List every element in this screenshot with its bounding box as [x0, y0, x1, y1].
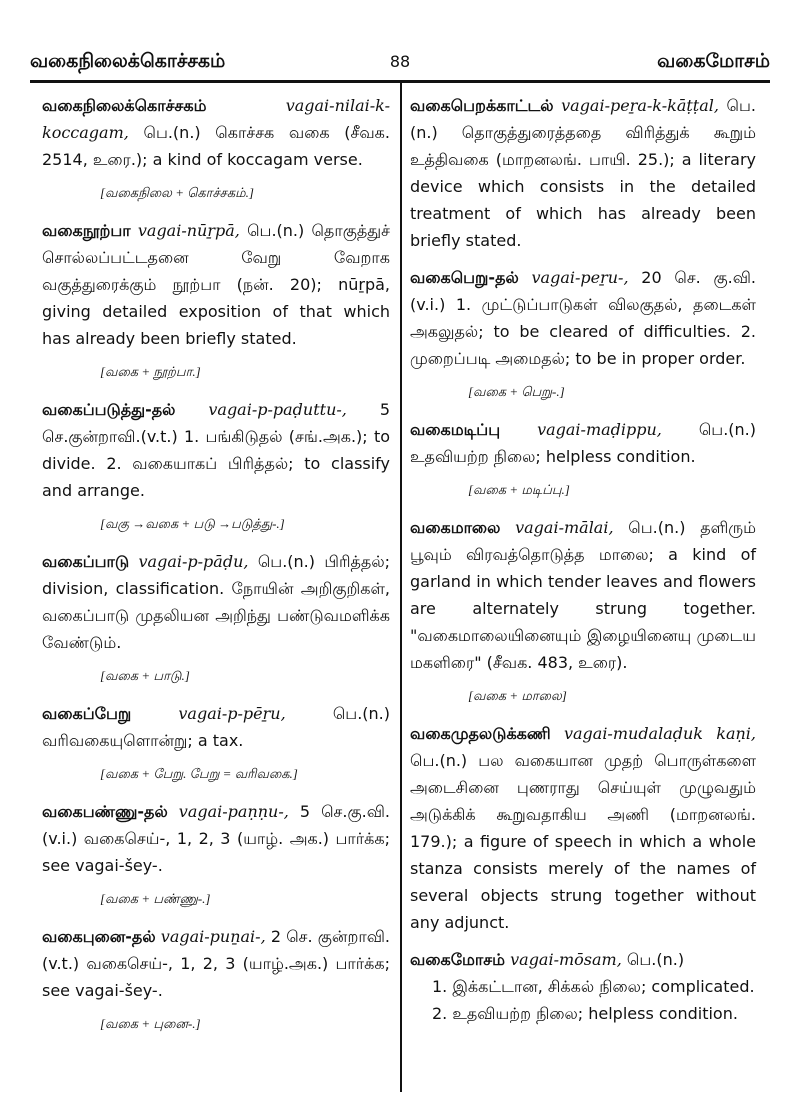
definition: பெ.(n.) தொகுத்துச் சொல்லப்பட்டதனை வேறு வேறாக வகுத்துரைக்கும் நூற்பா (நன். 20); nūṟpā, giving detailed exposition of that which has already been briefly stated.: [42, 221, 390, 348]
etymology: [வகை + பெறு-.]: [468, 384, 565, 399]
headword: வகைமடிப்பு: [410, 420, 501, 439]
transliteration: vagai-nilai-k-koccagam,: [42, 96, 390, 142]
definition: பெ.(n.): [626, 950, 685, 969]
definition: பெ.(n.) பல வகையான முதற் பொருள்களை அடைசினை புணராது செய்யுள் முழுவதும் அடுக்கிக் கூறுவதாகிய அணி (மாறனலங். 179.); a figure of speech in which a whole stanza consists merely of the names of several objects strung together without any adjunct.: [410, 751, 756, 932]
etymology: [வகை + பண்ணு-.]: [100, 891, 211, 906]
dictionary-entry: [42, 217, 390, 352]
definition: பெ.(n.) தொகுத்துரைத்ததை விரித்துக் கூறும் உத்திவகை (மாறனலங். பாயி. 25.); a literary device which consists in the detailed treatment of which has already been briefly stated.: [410, 96, 756, 250]
transliteration: vagai-mālai,: [515, 518, 614, 537]
transliteration: vagai-p-paḍuttu-,: [208, 400, 347, 419]
dictionary-entry: [42, 798, 390, 879]
dictionary-entry: [410, 264, 756, 372]
transliteration: vagai-peṟa-k-kāṭṭal,: [561, 96, 719, 115]
headword: வகைப்பாடு: [42, 552, 130, 571]
definition: 5 செ.கு.வி.(v.i.) வகைசெய்-, 1, 2, 3 (யாழ். அக.) பார்க்க; see vagai-šey-.: [42, 802, 390, 875]
definition: பெ.(n.) உதவியற்ற நிலை; helpless condition.: [410, 420, 756, 466]
column-divider: [400, 82, 402, 1092]
page-header: [30, 44, 770, 80]
transliteration: vagai-nūṟpā,: [137, 221, 240, 240]
etymology: [வகை + புனை-.]: [100, 1016, 201, 1031]
headword: வகைமாலை: [410, 518, 501, 537]
etymology: [வகை + மாலை]: [468, 688, 567, 703]
transliteration: vagai-mōsam,: [510, 950, 622, 969]
left-column: [42, 92, 390, 1048]
dictionary-entry: [42, 92, 390, 173]
meaning-2: 2. உதவியற்ற நிலை; helpless condition.: [432, 1004, 738, 1023]
dictionary-entry: [410, 514, 756, 676]
transliteration: vagai-p-pāḍu,: [138, 552, 249, 571]
dictionary-entry: [42, 548, 390, 656]
headword: வகைநிலைக்கொச்சகம்: [42, 96, 207, 115]
dictionary-entry: [42, 700, 390, 754]
definition: பெ.(n.) தளிரும் பூவும் விரவத்தொடுத்த மாலை; a kind of garland in which tender leaves and flowers are alternately strung together. "வகைமாலையினையும் இழையினையு முடைய மகளிரை" (சீவக. 483, உரை).: [410, 518, 757, 672]
dictionary-entry: [410, 720, 756, 936]
running-head-right: வகைமோசம்: [657, 50, 770, 72]
headword: வகைபுனை-தல்: [42, 927, 156, 946]
etymology: [வகை + நூற்பா.]: [100, 364, 201, 379]
transliteration: vagai-maḍippu,: [537, 420, 662, 439]
headword: வகைநூற்பா: [42, 221, 131, 240]
headword: வகைமுதலடுக்கணி: [410, 724, 551, 743]
dictionary-entry: [42, 923, 390, 1004]
dictionary-entry: [410, 416, 756, 470]
meaning-1: 1. இக்கட்டான, சிக்கல் நிலை; complicated.: [432, 977, 755, 996]
etymology: [வகை + மடிப்பு.]: [468, 482, 570, 497]
transliteration: vagai-paṇṇu-,: [178, 802, 289, 821]
definition: பெ.(n.) கொச்சக வகை (சீவக. 2514, உரை.); a kind of koccagam verse.: [42, 123, 390, 169]
headword: வகைபண்ணு-தல்: [42, 802, 168, 821]
transliteration: vagai-puṉai-,: [160, 927, 266, 946]
transliteration: vagai-p-pēṟu,: [178, 704, 286, 723]
transliteration: vagai-mudalaḍuk kaṇi,: [563, 724, 756, 743]
page-number: 88: [389, 52, 411, 71]
headword: வகைபெறக்காட்டல்: [410, 96, 554, 115]
headword: வகைபெறு-தல்: [410, 268, 519, 287]
headword: வகைப்பேறு: [42, 704, 132, 723]
definition: 20 செ. கு.வி.(v.i.) 1. முட்டுப்பாடுகள் விலகுதல், தடைகள் அகலுதல்; to be cleared of difficulties. 2. முறைப்படி அமைதல்; to be in proper order.: [410, 268, 756, 368]
etymology: [வகு →வகை + படு →படுத்து-.]: [100, 516, 285, 531]
definition: பெ.(n.) பிரித்தல்; division, classification. நோயின் அறிகுறிகள், வகைப்பாடு முதலியன அறிந்து பண்டுவமளிக்க வேண்டும்.: [42, 552, 390, 652]
etymology: [வகை + பேறு. பேறு = வரிவகை.]: [100, 766, 298, 781]
dictionary-entry: [410, 92, 756, 254]
right-column: [410, 92, 756, 1037]
running-head-left: வகைநிலைக்கொச்சகம்: [30, 50, 226, 72]
definition: பெ.(n.) வரிவகையுளொன்று; a tax.: [42, 704, 390, 750]
headword: வகைப்படுத்து-தல்: [42, 400, 176, 419]
transliteration: vagai-peṟu-,: [531, 268, 629, 287]
headword: வகைமோசம்: [410, 950, 506, 969]
definition: 2 செ. குன்றாவி.(v.t.) வகைசெய்-, 1, 2, 3 (யாழ்.அக.) பார்க்க; see vagai-šey-.: [42, 927, 390, 1000]
dictionary-entry: [410, 946, 756, 1027]
etymology: [வகை + பாடு.]: [100, 668, 190, 683]
definition: 5 செ.குன்றாவி.(v.t.) 1. பங்கிடுதல் (சங்.அக.); to divide. 2. வகையாகப் பிரித்தல்; to classify and arrange.: [42, 400, 390, 500]
etymology: [வகைநிலை + கொச்சகம்.]: [100, 185, 254, 200]
dictionary-entry: [42, 396, 390, 504]
